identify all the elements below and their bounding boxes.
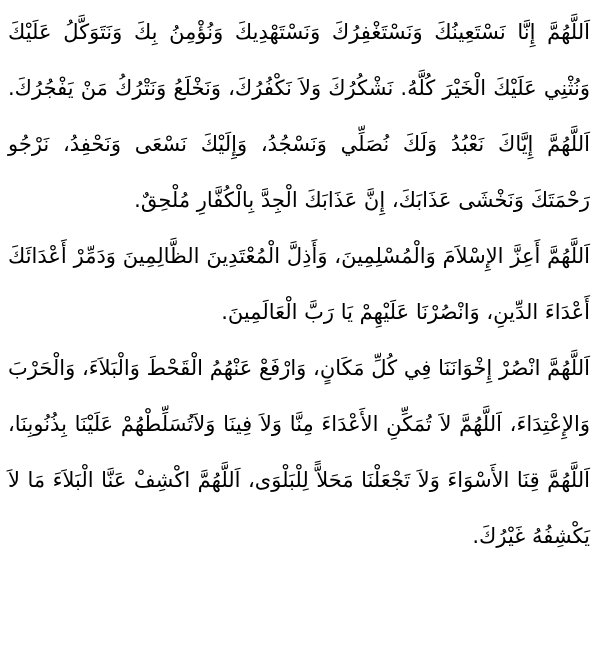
paragraph-qunut: اَللَّهُمَّ إِنَّا نَسْتَعِينُكَ وَنَسْتَغْفِرُكَ وَنَسْتَهْدِيكَ وَنُؤْمِنُ بِكَ وَنَتَوَكَّلُ عَلَيْكَ وَنُثْنِي عَلَيْكَ الْخَيْرَ كُلَّهُ. نَشْكُرُكَ وَلاَ نَكْفُرُكَ، وَنَخْلَعُ وَنَتْرُكُ مَنْ يَفْجُرُكَ. اَللَّهُمَّ إِيَّاكَ نَعْبُدُ وَلَكَ نُصَلِّي وَنَسْجُدُ، وَإِلَيْكَ نَسْعَى وَنَحْفِدُ، نَرْجُو رَحْمَتَكَ وَنَخْشَى عَذَابَكَ، إِنَّ عَذَابَكَ الْجِدَّ بِالْكُفَّارِ مُلْحِقٌ. [8, 20, 590, 212]
paragraph-islam-victory: اَللَّهُمَّ أَعِزَّ الإِسْلاَمَ وَالْمُسْلِمِينَ، وَأَذِلَّ الْمُعْتَدِينَ الظَّالِمِينَ وَدَمِّرْ أَعْدَائَكَ أَعْدَاءَ الدِّينِ، وَانْصُرْنَا عَلَيْهِمْ يَا رَبَّ الْعَالَمِينَ. [8, 244, 590, 324]
paragraph-brothers-support: اَللَّهُمَّ انْصُرْ إِخْوَانَنَا فِي كُلِّ مَكَانٍ، وَارْفَعْ عَنْهُمُ الْقَحْطَ وَالْبَلاَءَ، وَالْحَرْبَ وَالإِعْتِدَاءَ، اَللَّهُمَّ لاَ تُمَكِّنِ الأَعْدَاءَ مِنَّا وَلاَ فِينَا وَلاَتُسَلِّطْهُمْ عَلَيْنَا بِذُنُوبِنَا، اَللَّهُمَّ قِنَا الأَسْوَاءَ وَلاَ تَجْعَلْنَا مَحَلاًّ لِلْبَلْوَى، اَللَّهُمَّ اكْشِفْ عَنَّا الْبَلاَءَ مَا لاَ يَكْشِفُهُ غَيْرُكَ. [8, 356, 590, 548]
